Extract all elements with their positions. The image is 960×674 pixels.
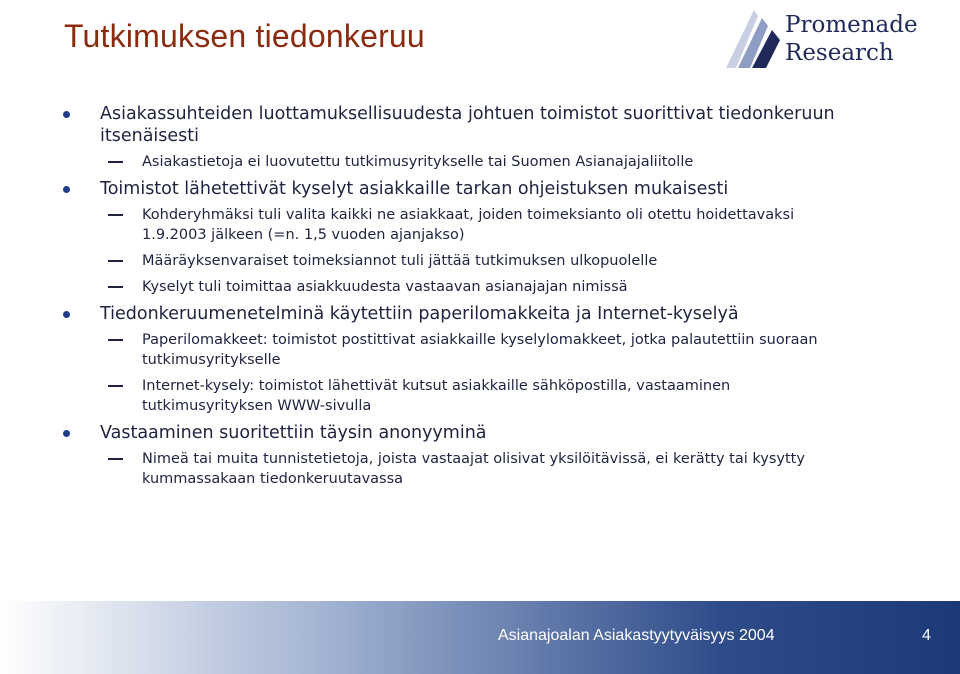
sub-bullet-item [60, 152, 840, 172]
footer-title: Asianajoalan Asiakastyytyväisyys 2004 [498, 627, 775, 644]
sub-bullet-item [60, 205, 840, 245]
logo-line-2: Research [785, 40, 894, 66]
bullet-item [60, 422, 840, 444]
bullet-text: Toimistot lähetettivät kyselyt asiakkaille tarkan ohjeistuksen mukaisesti [100, 179, 729, 199]
sub-bullet-item [60, 376, 840, 416]
dash-icon [108, 260, 123, 262]
bullet-text: Tiedonkeruumenetelminä käytettiin paperilomakkeita ja Internet-kyselyä [100, 304, 739, 324]
sub-bullet-item [60, 330, 840, 370]
promenade-research-logo [718, 2, 958, 74]
footer-bar [0, 601, 960, 674]
bullet-item [60, 303, 840, 325]
logo-mark-icon [718, 2, 788, 74]
sub-bullet-item [60, 449, 840, 489]
dash-icon [108, 339, 123, 341]
logo-line-1: Promenade [785, 12, 918, 38]
sub-bullet-text: Määräyksenvaraiset toimeksiannot tuli jättää tutkimuksen ulkopuolelle [142, 253, 658, 269]
bullet-dot-icon [63, 111, 70, 118]
slide-title: Tutkimuksen tiedonkeruu [64, 18, 425, 54]
bullet-dot-icon [63, 186, 70, 193]
sub-bullet-item [60, 277, 840, 297]
page-number: 4 [922, 627, 931, 644]
dash-icon [108, 286, 123, 288]
sub-bullet-text: Nimeä tai muita tunnistetietoja, joista vastaajat olisivat yksilöitävissä, ei kerätty tai kysytty kummassakaan tiedonkeruutavassa [142, 451, 805, 487]
sub-bullet-text: Asiakastietoja ei luovutettu tutkimusyritykselle tai Suomen Asianajajaliitolle [142, 154, 694, 170]
dash-icon [108, 385, 123, 387]
sub-bullet-text: Paperilomakkeet: toimistot postittivat asiakkaille kyselylomakkeet, jotka palautettiin suoraan tutkimusyritykselle [142, 332, 818, 368]
bullet-item [60, 103, 840, 147]
dash-icon [108, 161, 123, 163]
sub-bullet-text: Kyselyt tuli toimittaa asiakkuudesta vastaavan asianajajan nimissä [142, 279, 628, 295]
sub-bullet-text: Internet-kysely: toimistot lähettivät kutsut asiakkaille sähköpostilla, vastaaminen tutkimusyrityksen WWW-sivulla [142, 378, 731, 414]
dash-icon [108, 214, 123, 216]
bullet-dot-icon [63, 430, 70, 437]
bullet-text: Asiakassuhteiden luottamuksellisuudesta johtuen toimistot suorittivat tiedonkeruun itsenäisesti [100, 104, 835, 146]
bullet-text: Vastaaminen suoritettiin täysin anonyyminä [100, 423, 487, 443]
sub-bullet-text: Kohderyhmäksi tuli valita kaikki ne asiakkaat, joiden toimeksianto oli otettu hoidettavaksi 1.9.2003 jälkeen (=n. 1,5 vuoden ajanjakso) [142, 207, 795, 243]
dash-icon [108, 458, 123, 460]
slide-body [60, 103, 840, 495]
sub-bullet-item [60, 251, 840, 271]
bullet-dot-icon [63, 311, 70, 318]
bullet-item [60, 178, 840, 200]
